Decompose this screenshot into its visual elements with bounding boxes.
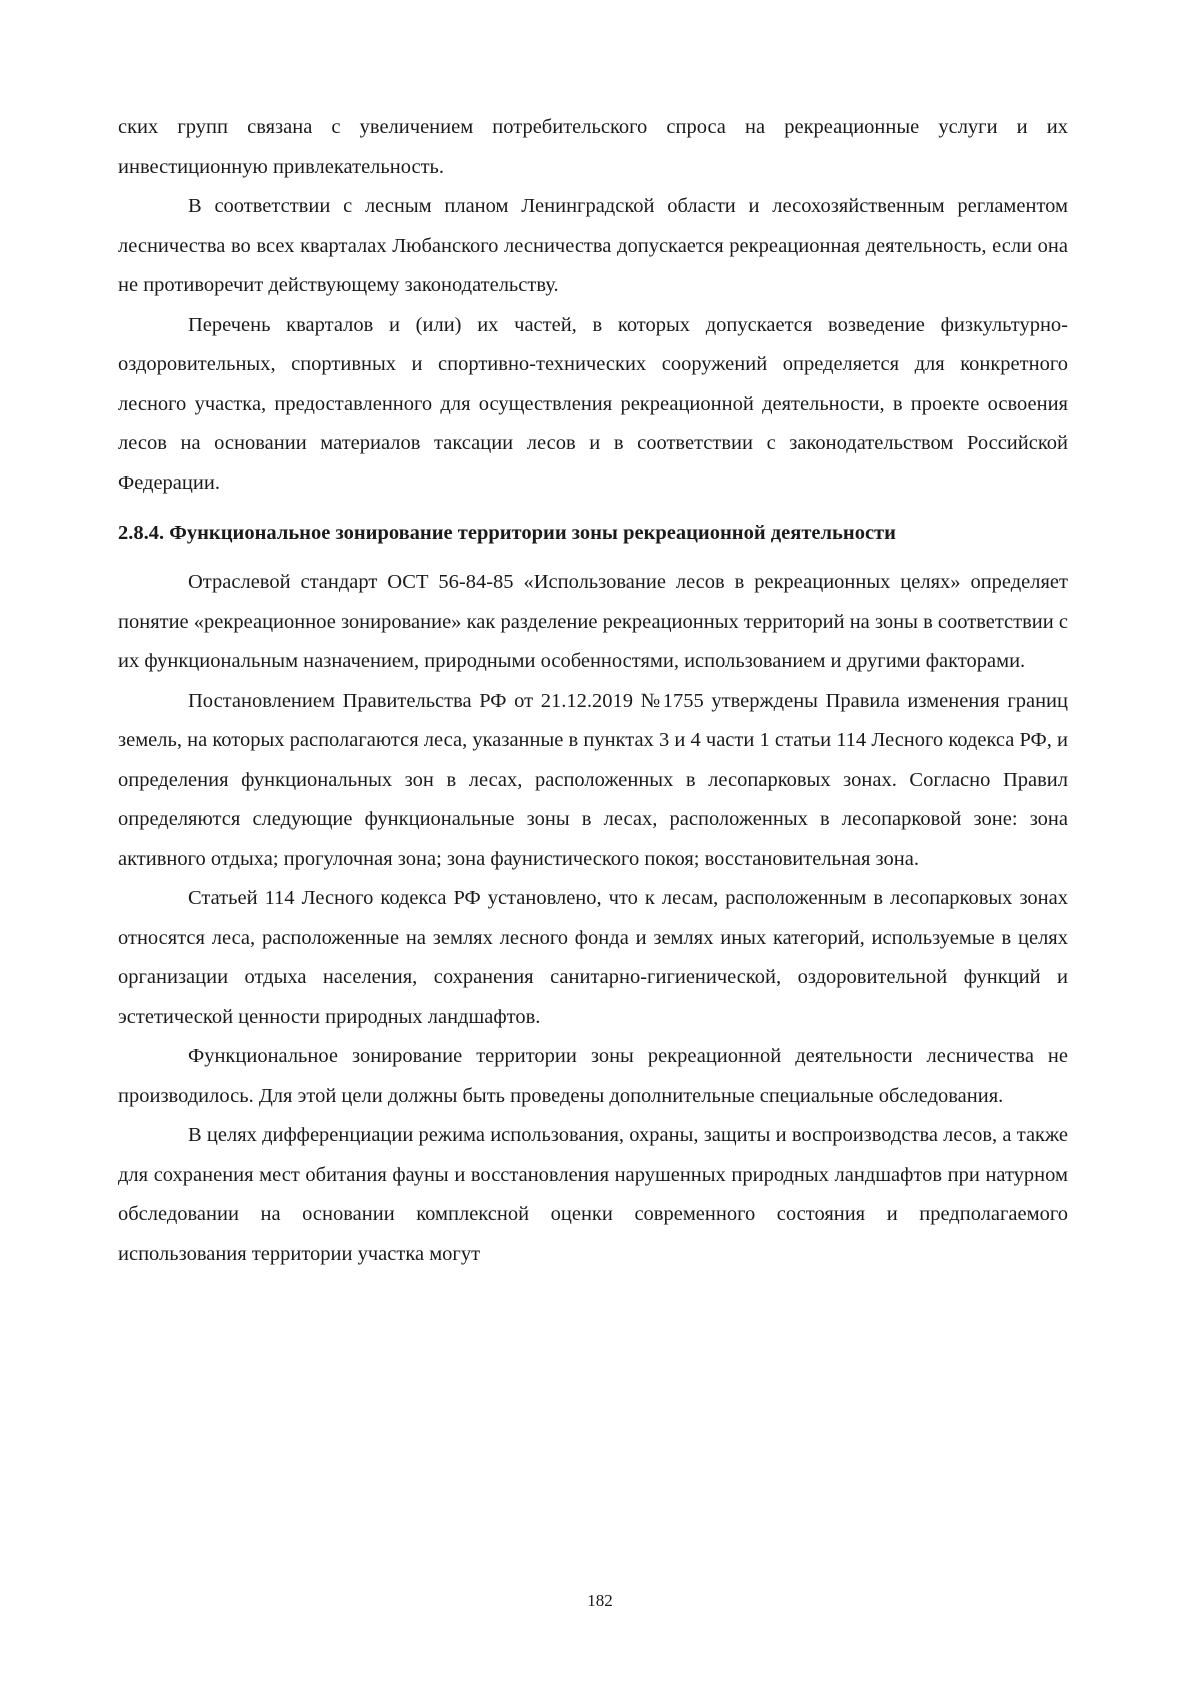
paragraph-government-decree: Постановлением Правительства РФ от 21.12.2019 №1755 утверждены Правила изменения границ земель, на которых располагаются леса, указанные в пунктах 3 и 4 части 1 статьи 114 Лесного кодекса РФ, и определения функциональных зон в лесах, расположенных в лесопарковых зонах. Согласно Правил определяются следующие функциональные зоны в лесах, расположенных в лесопарковой зоне: зона активного отдыха; прогулочная зона; зона фаунистического покоя; восстановительная зона. (118, 689, 1068, 870)
paragraph-quarters-list: Перечень кварталов и (или) их частей, в которых допускается возведение физкультурно-оздоровительных, спортивных и спортивно-технических сооружений определяется для конкретного лесного участка, предоставленного для осуществления рекреационной деятельности, в проекте освоения лесов на основании материалов таксации лесов и в соответствии с законодательством Российской Федерации. (118, 313, 1068, 494)
paragraph-forest-code-article: Статьей 114 Лесного кодекса РФ установлено, что к лесам, расположенным в лесопарковых зонах относятся леса, расположенные на землях лесного фонда и землях иных категорий, используемые в целях организации отдыха населения, сохранения санитарно-гигиенической, оздоровительной функций и эстетической ценности природных ландшафтов. (118, 887, 1068, 1028)
paragraph-differentiation: В целях дифференциации режима использования, охраны, защиты и воспроизводства лесов, а также для сохранения мест обитания фауны и восстановления нарушенных природных ландшафтов при натурном обследовании на основании комплексной оценки современного состояния и предполагаемого использования территории участка могут (118, 1124, 1068, 1265)
paragraph-zoning-not-performed: Функциональное зонирование территории зоны рекреационной деятельности лесничества не производилось. Для этой цели должны быть проведены дополнительные специальные обследования. (118, 1045, 1068, 1107)
paragraph-continuation: ских групп связана с увеличением потребительского спроса на рекреационные услуги и их инвестиционную привлекательность. (118, 116, 1068, 178)
paragraph-industry-standard: Отраслевой стандарт ОСТ 56-84-85 «Использование лесов в рекреационных целях» определяет понятие «рекреационное зонирование» как разделение рекреационных территорий на зоны в соответствии с их функциональным назначением, природными особенностями, использованием и другими факторами. (118, 571, 1068, 672)
page-number: 182 (587, 1591, 613, 1610)
document-page (118, 108, 1068, 1274)
section-heading: 2.8.4. Функциональное зонирование территории зоны рекреационной деятельности (118, 522, 896, 544)
paragraph-forest-plan: В соответствии с лесным планом Ленинградской области и лесохозяйственным регламентом лесничества во всех кварталах Любанского лесничества допускается рекреационная деятельность, если она не противоречит действующему законодательству. (118, 195, 1068, 296)
